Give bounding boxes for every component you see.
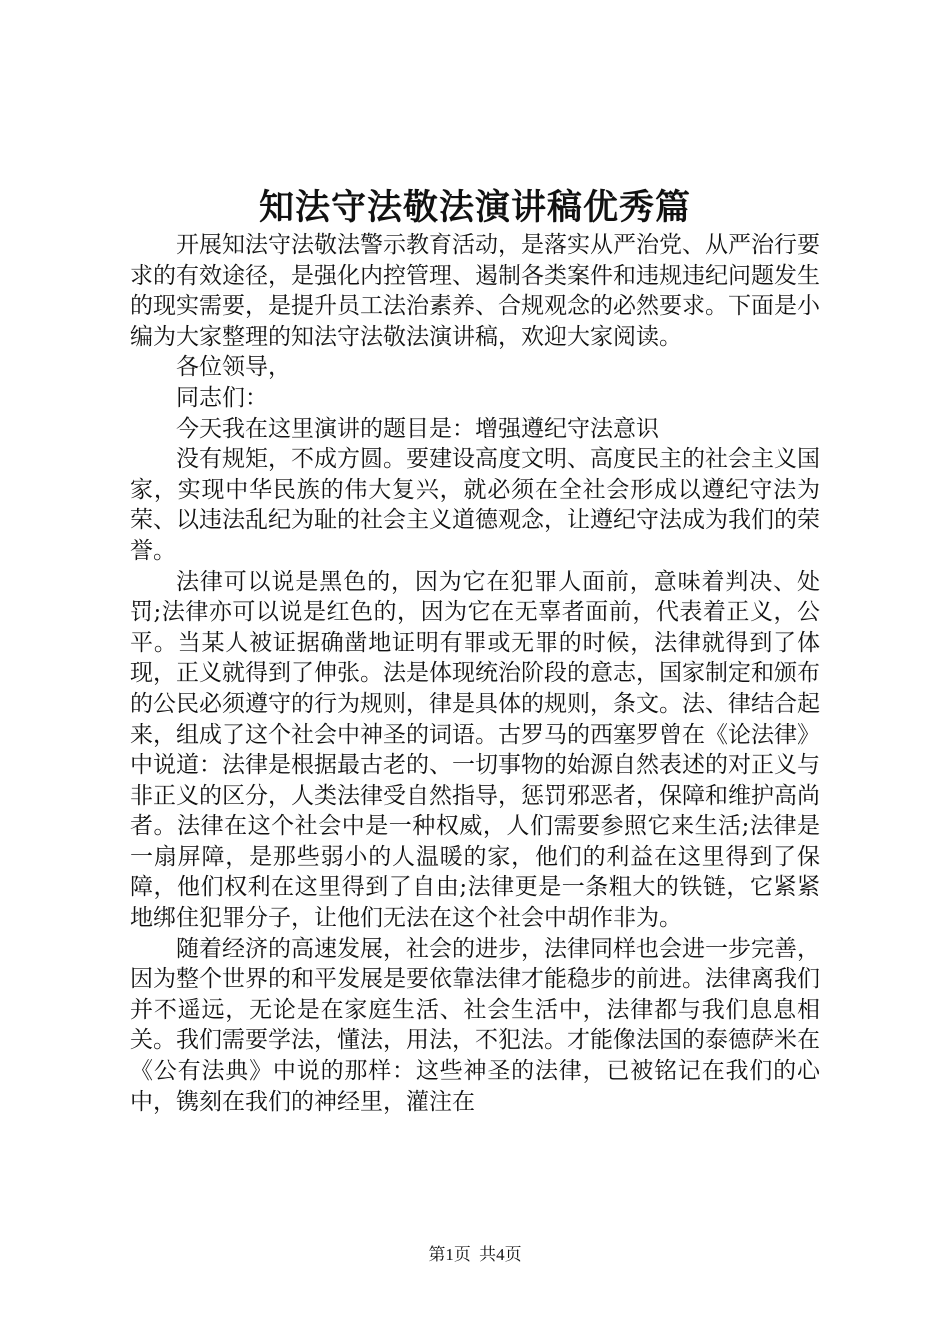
paragraph-speech-topic: 今天我在这里演讲的题目是：增强遵纪守法意识 (176, 415, 659, 442)
page-total: 共4页 (479, 1245, 522, 1264)
paragraph-intro: 开展知法守法敬法警示教育活动，是落实从严治党、从严治行要求的有效途径，是强化内控管理、遏制各类案件和违规违纪问题发生的现实需要，是提升员工法治素养、合规观念的必然要求。下面是小编为大家整理的知法守法敬法演讲稿，欢迎大家阅读。 (130, 232, 820, 350)
paragraph-rules: 没有规矩，不成方圆。要建设高度文明、高度民主的社会主义国家，实现中华民族的伟大复兴，就必须在全社会形成以遵纪守法为荣、以违法乱纪为耻的社会主义道德观念，让遵纪守法成为我们的荣誉。 (130, 446, 820, 564)
document-body (130, 230, 820, 1117)
page-footer (0, 1243, 950, 1267)
document-title: 知法守法敬法演讲稿优秀篇 (258, 187, 691, 228)
paragraph-law-nature: 法律可以说是黑色的，因为它在犯罪人面前，意味着判决、处罚;法律亦可以说是红色的，因为它在无辜者面前，代表着正义，公平。当某人被证据确凿地证明有罪或无罪的时候，法律就得到了体现，正义就得到了伸张。法是体现统治阶段的意志，国家制定和颁布的公民必须遵守的行为规则，律是具体的规则，条文。法、律结合起来，组成了这个社会中神圣的词语。古罗马的西塞罗曾在《论法律》中说道：法律是根据最古老的、一切事物的始源自然表述的对正义与非正义的区分，人类法律受自然指导，惩罚邪恶者，保障和维护高尚者。法律在这个社会中是一种权威，人们需要参照它来生活;法律是一扇屏障，是那些弱小的人温暖的家，他们的利益在这里得到了保障，他们权利在这里得到了自由;法律更是一条粗大的铁链，它紧紧地绑住犯罪分子，让他们无法在这个社会中胡作非为。 (130, 568, 820, 932)
paragraph-development: 随着经济的高速发展，社会的进步，法律同样也会进一步完善，因为整个世界的和平发展是要依靠法律才能稳步的前进。法律离我们并不遥远，无论是在家庭生活、社会生活中，法律都与我们息息相关。我们需要学法，懂法，用法，不犯法。才能像法国的泰德萨米在《公有法典》中说的那样：这些神圣的法律，已被铭记在我们的心中，镌刻在我们的神经里，灌注在 (130, 935, 820, 1115)
paragraph-salutation-comrades: 同志们： (176, 384, 268, 411)
page-number: 第1页 (428, 1245, 471, 1264)
paragraph-salutation-leaders: 各位领导， (176, 354, 291, 381)
